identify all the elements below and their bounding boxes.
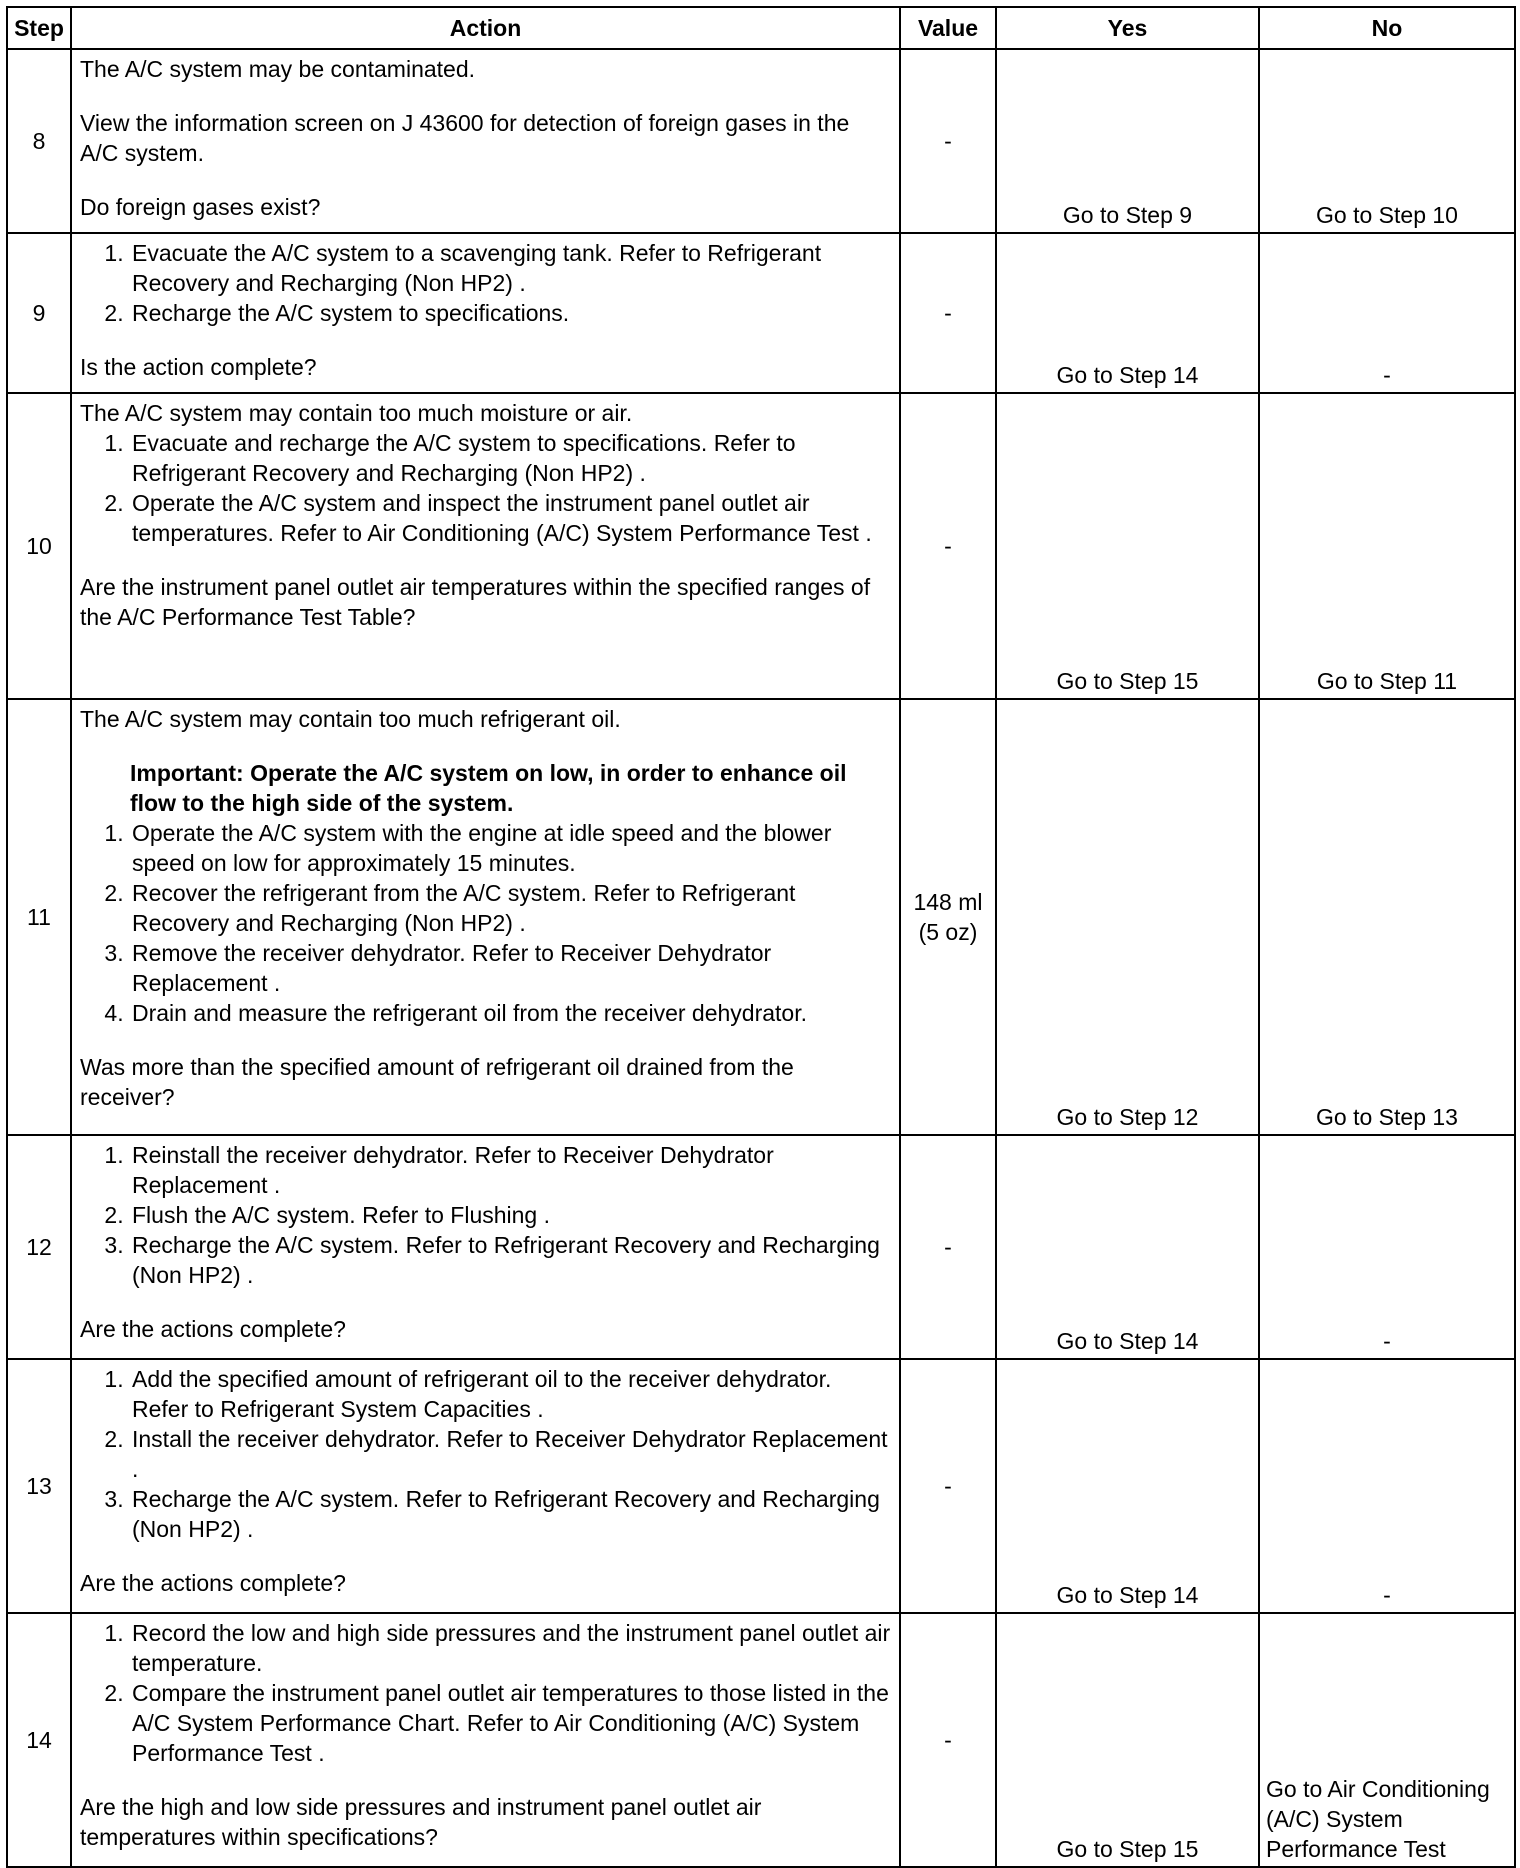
action-question: Do foreign gases exist? [80,194,321,220]
step-number: 10 [7,393,71,699]
table-row [7,1135,1515,1359]
action-cell [71,699,900,1135]
action-cell [71,393,900,699]
action-intro: The A/C system may contain too much moisture or air. [80,400,633,426]
yes-cell: Go to Step 12 [996,699,1259,1135]
diagnostic-table [6,6,1516,1868]
table-row [7,393,1515,699]
action-intro: The A/C system may contain too much refrigerant oil. [80,706,621,732]
list-item: 2. Compare the instrument panel outlet air temperatures to those listed in the A/C System Performance Chart. Refer to Air Conditioning (A/C) System Performance Test . [130,1678,891,1768]
action-cell [71,1359,900,1613]
action-question: Is the action complete? [80,354,317,380]
list-item: 1. Add the specified amount of refrigerant oil to the receiver dehydrator. Refer to Refrigerant System Capacities . [130,1364,891,1424]
list-item: 3. Recharge the A/C system. Refer to Refrigerant Recovery and Recharging (Non HP2) . [130,1484,891,1544]
action-intro: The A/C system may be contaminated. [80,56,476,82]
value-cell: - [900,233,996,393]
action-steps [80,428,891,548]
list-item: 1. Operate the A/C system with the engine at idle speed and the blower speed on low for approximately 15 minutes. [130,818,891,878]
header-value: Value [900,7,996,49]
action-cell [71,1135,900,1359]
list-item: 2. Flush the A/C system. Refer to Flushing . [130,1200,891,1230]
action-steps [80,1618,891,1768]
yes-cell: Go to Step 14 [996,1135,1259,1359]
action-question: Are the instrument panel outlet air temperatures within the specified ranges of the A/C Performance Test Table? [80,574,871,630]
no-cell: - [1259,1135,1515,1359]
no-cell: Go to Air Conditioning (A/C) System Performance Test [1259,1613,1515,1867]
value-cell [900,699,996,1135]
list-item: 1. Record the low and high side pressures and the instrument panel outlet air temperature. [130,1618,891,1678]
table-row [7,1613,1515,1867]
list-item: 2. Install the receiver dehydrator. Refer to Receiver Dehydrator Replacement . [130,1424,891,1484]
yes-cell: Go to Step 14 [996,233,1259,393]
yes-cell: Go to Step 9 [996,49,1259,233]
action-steps [80,1364,891,1544]
step-number: 13 [7,1359,71,1613]
action-question: Are the actions complete? [80,1570,346,1596]
header-action: Action [71,7,900,49]
action-cell [71,1613,900,1867]
action-steps [80,1140,891,1290]
list-item: 3. Remove the receiver dehydrator. Refer to Receiver Dehydrator Replacement . [130,938,891,998]
table-row [7,1359,1515,1613]
action-question: Was more than the specified amount of refrigerant oil drained from the receiver? [80,1054,794,1110]
list-item: 1. Reinstall the receiver dehydrator. Refer to Receiver Dehydrator Replacement . [130,1140,891,1200]
step-number: 8 [7,49,71,233]
yes-cell: Go to Step 14 [996,1359,1259,1613]
header-step: Step [7,7,71,49]
no-cell: Go to Step 13 [1259,699,1515,1135]
no-cell: - [1259,1359,1515,1613]
value-cell: - [900,1613,996,1867]
list-item: 1. Evacuate the A/C system to a scavenging tank. Refer to Refrigerant Recovery and Recharging (Non HP2) . [130,238,891,298]
table-row [7,699,1515,1135]
step-number: 12 [7,1135,71,1359]
value-metric: 148 ml [913,889,983,915]
list-item: 3. Recharge the A/C system. Refer to Refrigerant Recovery and Recharging (Non HP2) . [130,1230,891,1290]
table-row [7,233,1515,393]
value-cell: - [900,393,996,699]
action-text: View the information screen on J 43600 for detection of foreign gases in the A/C system. [80,110,850,166]
action-steps [80,818,891,1028]
action-question: Are the actions complete? [80,1316,346,1342]
yes-cell: Go to Step 15 [996,1613,1259,1867]
list-item: 2. Recover the refrigerant from the A/C system. Refer to Refrigerant Recovery and Recharging (Non HP2) . [130,878,891,938]
value-cell: - [900,1135,996,1359]
step-number: 14 [7,1613,71,1867]
header-no: No [1259,7,1515,49]
action-steps [80,238,891,328]
no-cell: Go to Step 11 [1259,393,1515,699]
value-cell: - [900,49,996,233]
important-note: Important: Operate the A/C system on low, in order to enhance oil flow to the high side of the system. [130,760,847,816]
action-cell [71,233,900,393]
value-cell: - [900,1359,996,1613]
list-item: 2. Recharge the A/C system to specifications. [130,298,891,328]
action-question: Are the high and low side pressures and instrument panel outlet air temperatures within specifications? [80,1794,762,1850]
list-item: 2. Operate the A/C system and inspect the instrument panel outlet air temperatures. Refer to Air Conditioning (A/C) System Performance Test . [130,488,891,548]
table-row [7,49,1515,233]
no-cell: - [1259,233,1515,393]
action-cell [71,49,900,233]
list-item: 1. Evacuate and recharge the A/C system to specifications. Refer to Refrigerant Recovery and Recharging (Non HP2) . [130,428,891,488]
header-row [7,7,1515,49]
step-number: 9 [7,233,71,393]
yes-cell: Go to Step 15 [996,393,1259,699]
header-yes: Yes [996,7,1259,49]
no-cell: Go to Step 10 [1259,49,1515,233]
step-number: 11 [7,699,71,1135]
list-item: 4. Drain and measure the refrigerant oil from the receiver dehydrator. [130,998,891,1028]
value-imperial: (5 oz) [918,919,978,945]
